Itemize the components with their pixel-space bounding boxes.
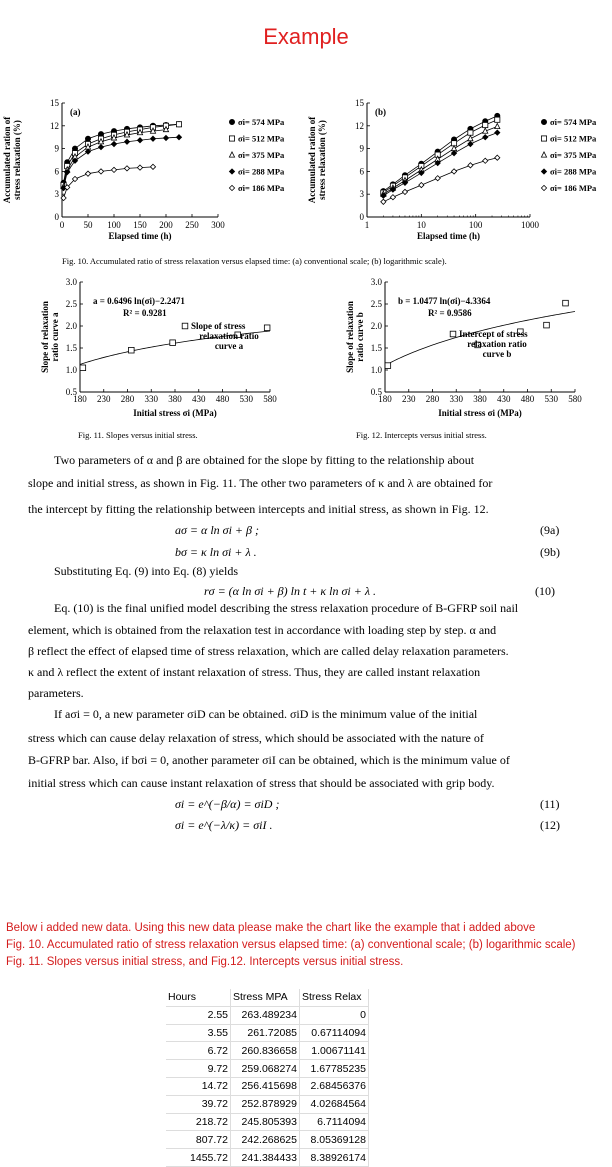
data-point-square (450, 331, 456, 337)
data-point-diamond (150, 164, 155, 169)
equation-9b: bσ = κ ln σi + λ . (175, 545, 257, 559)
data-point-diamond-filled (111, 141, 116, 146)
x-tick-label: 380 (473, 394, 487, 404)
y-tick-label: 9 (359, 143, 364, 154)
data-point-square (541, 136, 546, 141)
x-tick-label: 250 (185, 220, 199, 230)
cell-hours: 39.72 (166, 1095, 231, 1113)
equation-9a: aσ = α ln σi + β ; (175, 523, 259, 537)
cell-relax: 1.67785235 (300, 1060, 369, 1078)
x-tick-label: 200 (159, 220, 173, 230)
data-point-square (176, 122, 181, 127)
request-line-1: Below i added new data. Using this new data please make the chart like the example that i added above (6, 922, 536, 934)
x-tick-label: 530 (239, 394, 253, 404)
paragraph-3-line-3: B-GFRP bar. Also, if bσi = 0, another parameter σiI can be obtained, which is the minimum value of (28, 753, 510, 767)
equation-10-number: (10) (535, 584, 555, 598)
cell-stress: 245.805393 (231, 1113, 300, 1131)
legend-label: σi= 574 MPa (550, 117, 597, 127)
y-axis-label-line-2: ratio curve a (50, 312, 60, 362)
x-tick-label: 100 (107, 220, 121, 230)
data-point-diamond (419, 182, 424, 187)
x-tick-label: 580 (263, 394, 277, 404)
fit-r-squared: R² = 0.9281 (123, 308, 167, 318)
data-point-diamond-filled (85, 149, 90, 154)
table-row (166, 1060, 369, 1078)
x-tick-label: 530 (544, 394, 558, 404)
data-point-square (170, 340, 176, 346)
table-row (166, 1077, 369, 1095)
legend-label: σi= 512 MPa (550, 133, 597, 144)
cell-relax: 0 (300, 1006, 369, 1024)
data-point-square (385, 363, 391, 369)
legend-label: σi= 186 MPa (550, 183, 597, 193)
series-line (383, 158, 497, 202)
paragraph-2-line-4: κ and λ reflect the extent of instant relaxation of stress. Thus, they are called instant relaxation (28, 665, 481, 679)
x-tick-label: 480 (215, 394, 230, 404)
cell-stress: 252.878929 (231, 1095, 300, 1113)
fig12-caption: Fig. 12. Intercepts versus initial stress. (356, 430, 487, 440)
cell-stress: 256.415698 (231, 1077, 300, 1095)
cell-hours: 2.55 (166, 1006, 231, 1024)
y-tick-label: 6 (359, 166, 364, 177)
legend-label: σi= 288 MPa (550, 166, 597, 177)
cell-hours: 6.72 (166, 1042, 231, 1060)
data-point-square (80, 365, 86, 371)
data-point-diamond (468, 163, 473, 168)
x-tick-label: 480 (520, 394, 535, 404)
data-point-square (264, 325, 270, 331)
paragraph-2-line-1: Eq. (10) is the final unified model describing the stress relaxation procedure of B-GFRP soil nail (54, 601, 519, 615)
x-axis-label: Initial stress σi (MPa) (438, 408, 522, 418)
series-line (383, 127, 497, 195)
legend-label: Slope of stress (191, 321, 246, 331)
data-point-diamond-filled (468, 141, 473, 146)
data-point-diamond-filled (541, 169, 546, 174)
data-point-square (129, 347, 135, 353)
y-axis-label-line-1: Accumulated ration of (307, 116, 317, 204)
x-tick-label: 150 (133, 220, 147, 230)
x-tick-label: 1000 (521, 220, 539, 230)
legend-label: σi= 574 MPa (238, 117, 285, 127)
data-point-diamond-filled (495, 130, 500, 135)
data-point-circle (541, 119, 546, 124)
cell-hours: 14.72 (166, 1077, 231, 1095)
data-point-diamond (390, 195, 395, 200)
data-point-square (495, 117, 500, 122)
y-tick-label: 1.5 (370, 343, 382, 353)
y-tick-label: 0.5 (65, 387, 77, 397)
data-point-diamond-filled (451, 151, 456, 156)
legend-label: curve b (482, 349, 512, 359)
data-point-diamond-filled (483, 135, 488, 140)
fig11-caption: Fig. 11. Slopes versus initial stress. (78, 430, 198, 440)
data-point-diamond-filled (124, 139, 129, 144)
paragraph-1-line-2: slope and initial stress, as shown in Fig. 11. The other two parameters of κ and λ are obtained for (28, 476, 493, 490)
paragraph-1-line-3: the intercept by fitting the relationship between intercepts and initial stress, as shown in Fig. 12. (28, 502, 489, 516)
paragraph-2-line-2: element, which is obtained from the relaxation test in accordance with loading step by step. α and (28, 623, 497, 637)
data-point-square (468, 130, 473, 135)
y-tick-label: 3 (54, 189, 59, 200)
paragraph-3-line-4: initial stress which can cause instant relaxation of stress that should be associated with grip body. (28, 776, 495, 790)
cell-relax: 4.02684564 (300, 1095, 369, 1113)
x-tick-label: 0 (59, 220, 65, 230)
paragraph-2-line-3: β reflect the effect of elapsed time of stress relaxation, which are called delay relaxation parameters. (28, 644, 509, 658)
cell-hours: 1455.72 (166, 1149, 231, 1167)
legend-label: relaxation ratio (199, 331, 259, 341)
x-tick-label: 50 (83, 220, 93, 230)
x-tick-label: 230 (97, 394, 111, 404)
data-point-diamond-filled (150, 136, 155, 141)
y-tick-label: 12 (355, 120, 364, 131)
x-tick-label: 230 (402, 394, 416, 404)
data-point-diamond (495, 155, 500, 160)
fit-equation: b = 1.0477 ln(σi)−4.3364 (398, 296, 491, 306)
equation-9b-number: (9b) (540, 545, 560, 559)
cell-stress: 241.384433 (231, 1149, 300, 1167)
data-point-square (483, 122, 488, 127)
legend-label: σi= 512 MPa (238, 133, 285, 144)
data-point-diamond (124, 166, 129, 171)
paragraph-2-line-5: parameters. (28, 686, 84, 700)
data-point-square (544, 322, 550, 328)
x-tick-label: 100 (468, 220, 483, 230)
cell-relax: 2.68456376 (300, 1077, 369, 1095)
table-row (166, 1042, 369, 1060)
x-axis-label: Elapsed time (h) (417, 231, 480, 241)
header-hours: Hours (166, 989, 231, 1006)
data-point-square (182, 323, 188, 329)
header-stress: Stress MPA (231, 989, 300, 1006)
cell-relax: 1.00671141 (300, 1042, 369, 1060)
y-axis-label-line-1: Slope of relaxation (345, 301, 355, 373)
y-tick-label: 1.0 (370, 365, 382, 375)
cell-hours: 3.55 (166, 1024, 231, 1042)
x-tick-label: 430 (192, 394, 206, 404)
fit-equation: a = 0.6496 ln(σi)−2.2471 (93, 296, 185, 306)
data-point-triangle (495, 123, 500, 128)
legend-label: curve a (214, 341, 244, 351)
y-axis-label-line-1: Slope of relaxation (40, 301, 50, 373)
x-tick-label: 430 (497, 394, 511, 404)
legend-label: σi= 288 MPa (238, 166, 285, 177)
cell-relax: 0.67114094 (300, 1024, 369, 1042)
x-tick-label: 280 (120, 394, 135, 404)
legend-label: σi= 375 MPa (550, 150, 597, 160)
cell-hours: 807.72 (166, 1131, 231, 1149)
data-point-square (229, 136, 234, 141)
y-tick-label: 3 (359, 189, 364, 200)
paragraph-3-line-1: If aσi = 0, a new parameter σiD can be obtained. σiD is the minimum value of the initial (54, 707, 478, 721)
data-point-triangle (541, 152, 546, 157)
series-line (64, 167, 153, 198)
x-tick-label: 1 (364, 220, 370, 230)
y-tick-label: 0 (54, 212, 59, 222)
equation-12: σi = e^(−λ/κ) = σiI . (175, 818, 273, 832)
request-line-3: Fig. 11. Slopes versus initial stress, and Fig.12. Intercepts versus initial stress. (6, 956, 404, 968)
y-axis-label-line-2: stress relaxation (%) (12, 120, 22, 200)
cell-hours: 218.72 (166, 1113, 231, 1131)
paragraph-3-line-2: stress which can cause delay relaxation of stress, which should be associated with the nature of (28, 731, 484, 745)
x-axis-label: Initial stress σi (MPa) (133, 408, 217, 418)
y-axis-label-line-1: Accumulated ration of (2, 116, 12, 204)
data-point-diamond (483, 158, 488, 163)
y-axis-label-line-2: stress relaxation (%) (317, 120, 327, 200)
equation-11-number: (11) (540, 797, 560, 811)
data-point-diamond-filled (176, 135, 181, 140)
table-row (166, 1095, 369, 1113)
fig10b-chart (305, 95, 612, 250)
legend-label: relaxation ratio (467, 339, 527, 349)
x-tick-label: 180 (73, 394, 87, 404)
data-point-diamond (98, 169, 103, 174)
data-point-diamond-filled (229, 169, 234, 174)
y-tick-label: 3.0 (370, 277, 382, 287)
data-table (166, 989, 369, 1167)
y-tick-label: 2.0 (65, 321, 77, 331)
y-tick-label: 0 (359, 212, 364, 222)
data-point-circle (229, 119, 234, 124)
data-point-diamond (85, 171, 90, 176)
y-tick-label: 2.5 (370, 299, 382, 309)
data-point-square (563, 300, 569, 306)
cell-stress: 259.068274 (231, 1060, 300, 1078)
legend-label: σi= 186 MPa (238, 183, 285, 193)
data-point-diamond-filled (163, 135, 168, 140)
y-axis-label-line-2: ratio curve b (355, 312, 365, 362)
equation-9a-number: (9a) (540, 523, 560, 537)
y-tick-label: 9 (54, 143, 59, 154)
data-point-diamond-filled (98, 144, 103, 149)
cell-stress: 261.72085 (231, 1024, 300, 1042)
table-row (166, 1131, 369, 1149)
x-tick-label: 10 (416, 220, 426, 230)
y-tick-label: 2.5 (65, 299, 77, 309)
cell-stress: 242.268625 (231, 1131, 300, 1149)
cell-hours: 9.72 (166, 1060, 231, 1078)
y-tick-label: 0.5 (370, 387, 382, 397)
equation-10: rσ = (α ln σi + β) ln t + κ ln σi + λ . (204, 584, 377, 598)
data-point-diamond (451, 169, 456, 174)
y-tick-label: 15 (50, 98, 59, 108)
x-tick-label: 330 (144, 394, 158, 404)
x-tick-label: 380 (168, 394, 182, 404)
page-title: Example (263, 24, 349, 49)
request-line-2: Fig. 10. Accumulated ratio of stress relaxation versus elapsed time: (a) conventional scale; (b) logarithmic scale) (6, 939, 576, 951)
x-tick-label: 300 (211, 220, 225, 230)
fit-r-squared: R² = 0.9586 (428, 308, 472, 318)
y-tick-label: 3.0 (65, 277, 77, 287)
x-tick-label: 330 (449, 394, 463, 404)
data-point-diamond (111, 167, 116, 172)
header-stress-relax: Stress Relax (300, 989, 369, 1006)
y-tick-label: 2.0 (370, 321, 382, 331)
data-point-diamond (381, 199, 386, 204)
data-point-diamond-filled (137, 138, 142, 143)
cell-stress: 260.836658 (231, 1042, 300, 1060)
table-header-row (166, 989, 369, 1006)
fig10-caption: Fig. 10. Accumulated ratio of stress relaxation versus elapsed time: (a) conventional scale; (b) logarithmic scale). (62, 256, 447, 266)
series-line (64, 124, 179, 185)
x-tick-label: 280 (425, 394, 440, 404)
fig11-chart (0, 272, 300, 422)
data-point-diamond (137, 165, 142, 170)
y-tick-label: 1.5 (65, 343, 77, 353)
series-line (64, 137, 179, 188)
x-tick-label: 180 (378, 394, 392, 404)
table-row (166, 1024, 369, 1042)
table-row (166, 1006, 369, 1024)
x-tick-label: 580 (568, 394, 582, 404)
y-tick-label: 12 (50, 120, 59, 131)
fig10a-chart (0, 95, 300, 250)
equation-11: σi = e^(−β/α) = σiD ; (175, 797, 280, 811)
cell-relax: 8.38926174 (300, 1149, 369, 1167)
cell-relax: 8.05369128 (300, 1131, 369, 1149)
fig12-chart (305, 272, 612, 422)
y-tick-label: 6 (54, 166, 59, 177)
cell-relax: 6.7114094 (300, 1113, 369, 1131)
substitution-text: Substituting Eq. (9) into Eq. (8) yields (54, 564, 238, 578)
x-axis-label: Elapsed time (h) (108, 231, 172, 241)
data-point-circle (85, 136, 90, 141)
paragraph-1-line-1: Two parameters of α and β are obtained for the slope by fitting to the relationship about (54, 453, 475, 467)
data-point-diamond (229, 185, 234, 190)
table-row (166, 1113, 369, 1131)
equation-12-number: (12) (540, 818, 560, 832)
y-tick-label: 15 (355, 98, 364, 108)
panel-label: (b) (375, 107, 386, 117)
y-tick-label: 1.0 (65, 365, 77, 375)
data-point-diamond (402, 189, 407, 194)
legend-label: σi= 375 MPa (238, 150, 285, 160)
data-point-diamond (435, 176, 440, 181)
cell-stress: 263.489234 (231, 1006, 300, 1024)
series-line (383, 133, 497, 196)
data-point-triangle (229, 152, 234, 157)
panel-label: (a) (70, 107, 81, 117)
legend-label: Intercept of stress (459, 329, 528, 339)
data-point-diamond (541, 185, 546, 190)
